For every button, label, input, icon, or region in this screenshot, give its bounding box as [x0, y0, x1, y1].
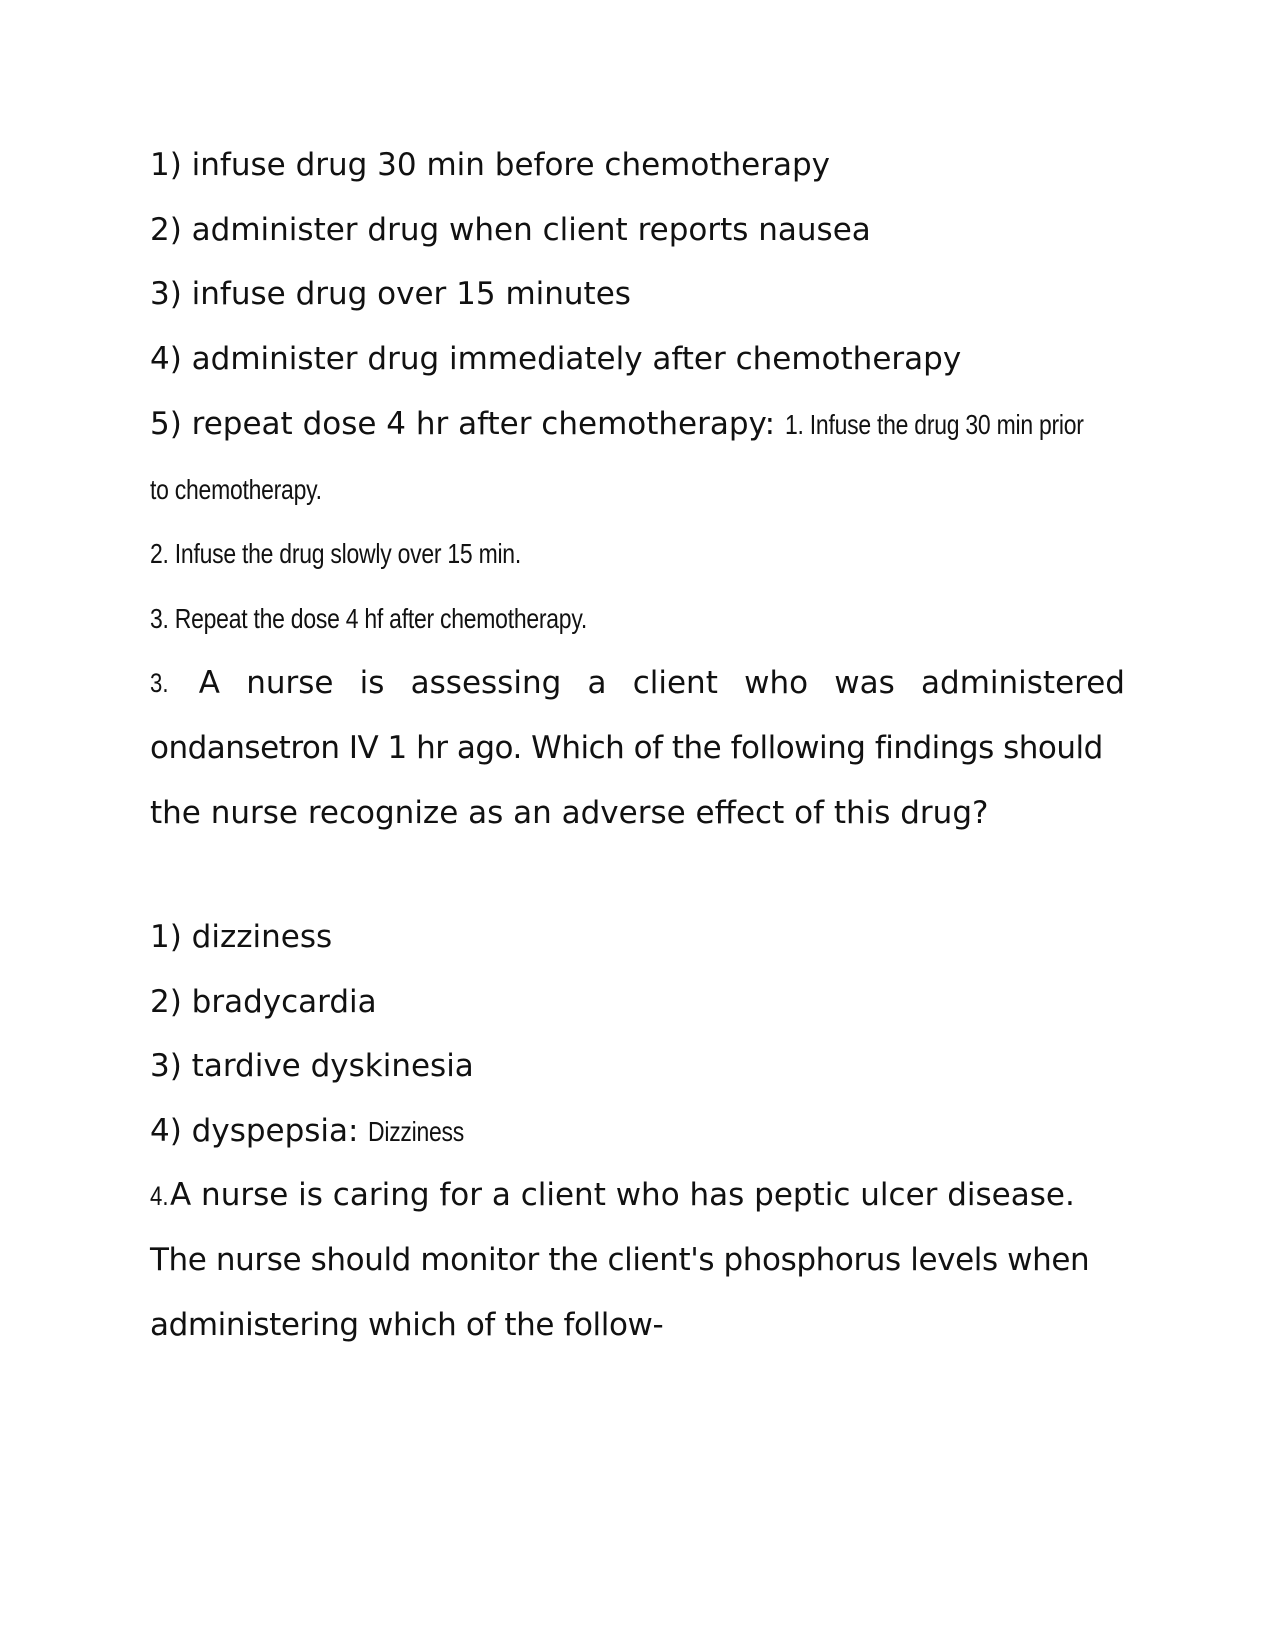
q3-answer: Dizziness: [368, 1116, 465, 1147]
q4-stem-line-2: The nurse should monitor the client's phosphorus levels when: [150, 1242, 1090, 1278]
q3-stem-word: who: [744, 665, 809, 701]
q2-option-1: 1) infuse drug 30 min before chemotherapy: [150, 147, 830, 183]
q3-stem-word: A: [198, 665, 220, 701]
q4-stem-text-1: A nurse is caring for a client who has peptic ulcer disease.: [170, 1177, 1075, 1213]
q3-option-2: 2) bradycardia: [150, 984, 377, 1020]
q3-option-3: 3) tardive dyskinesia: [150, 1048, 474, 1084]
q2-answer-line-1: 1. Infuse the drug 30 min prior: [784, 409, 1084, 440]
q2-option-3: 3) infuse drug over 15 minutes: [150, 276, 631, 312]
q2-option-5: 5) repeat dose 4 hr after chemotherapy:: [150, 406, 776, 442]
q4-number: 4.: [150, 1181, 169, 1211]
q3-stem-word: is: [359, 665, 385, 701]
q2-answer-line-2: to chemotherapy.: [150, 474, 322, 505]
q3-option-4: 4) dyspepsia:: [150, 1113, 359, 1149]
q3-option-4-line: [150, 1109, 485, 1154]
q2-option-2: 2) administer drug when client reports nausea: [150, 212, 871, 248]
q3-stem-line-2: ondansetron IV 1 hr ago. Which of the following findings should: [150, 730, 1103, 766]
q4-stem-line-1: [150, 1173, 1075, 1218]
q2-answer-line-3: 2. Infuse the drug slowly over 15 min.: [150, 538, 521, 569]
q3-stem-word: a: [587, 665, 607, 701]
q2-option-4: 4) administer drug immediately after chemotherapy: [150, 341, 962, 377]
q3-number: 3.: [150, 668, 169, 698]
q3-stem-word: assessing: [410, 665, 562, 701]
q4-stem-line-3: administering which of the follow-: [150, 1307, 664, 1343]
q3-stem-word: client: [632, 665, 718, 701]
q3-stem-line-1: [150, 661, 1125, 705]
q3-stem-word: administered: [921, 665, 1125, 701]
q3-stem-word: was: [834, 665, 895, 701]
q2-answer-line-4: 3. Repeat the dose 4 hf after chemotherapy.: [150, 603, 588, 634]
q3-stem-word: nurse: [246, 665, 334, 701]
q3-option-1: 1) dizziness: [150, 919, 333, 955]
q2-option-5-line: [150, 402, 1149, 447]
q3-stem-line-3: the nurse recognize as an adverse effect of this drug?: [150, 795, 989, 831]
